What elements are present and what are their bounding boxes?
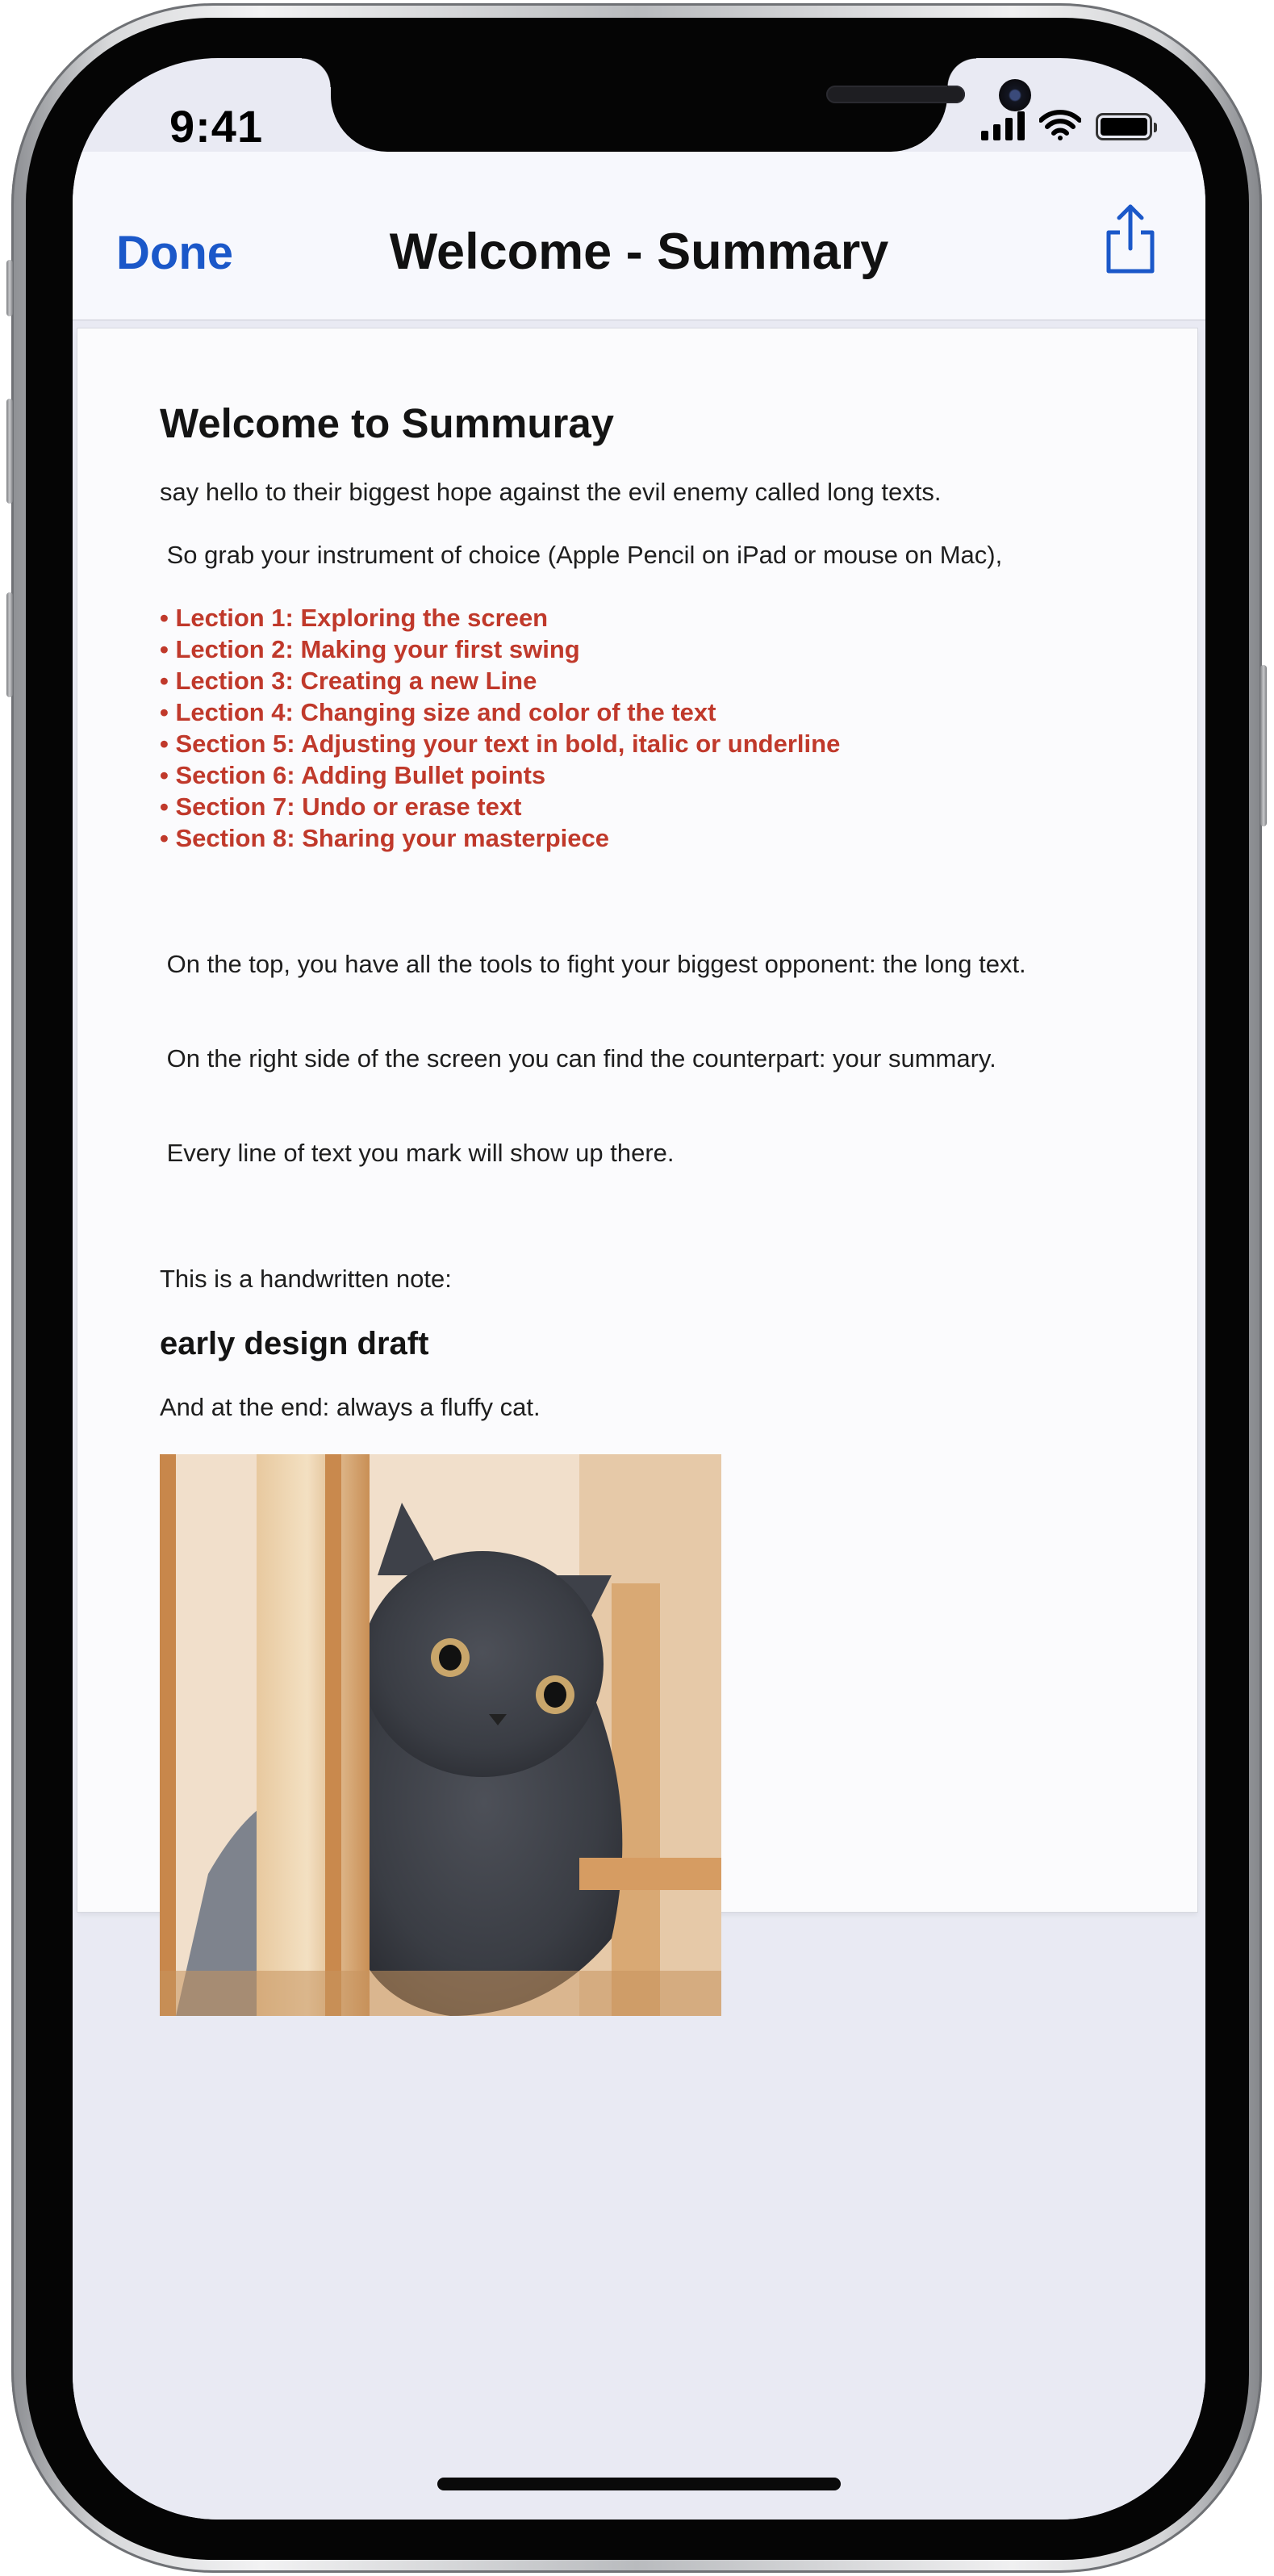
done-button[interactable]: Done (116, 227, 233, 279)
document-subheading: early design draft (160, 1326, 429, 1361)
earpiece-speaker (826, 86, 965, 103)
front-camera (999, 79, 1031, 111)
list-item: • Lection 3: Creating a new Line (160, 667, 537, 695)
phone-screen (73, 58, 1205, 2520)
lesson-list (160, 602, 1152, 854)
handwritten-note-label: This is a handwritten note: (160, 1265, 452, 1293)
battery-icon (1096, 113, 1152, 140)
cellular-signal-icon (981, 111, 1025, 140)
share-icon[interactable] (1101, 202, 1160, 276)
list-item: • Section 6: Adding Bullet points (160, 761, 546, 789)
tools-line-3: Every line of text you mark will show up there. (160, 1139, 675, 1167)
intro-paragraph: say hello to their biggest hope against the evil enemy called long texts. (160, 478, 942, 506)
list-item: • Lection 4: Changing size and color of the text (160, 698, 716, 726)
tools-paragraph (160, 885, 1152, 1232)
volume-down-button (6, 592, 13, 697)
closing-paragraph: And at the end: always a fluffy cat. (160, 1393, 541, 1421)
list-item: • Section 5: Adjusting your text in bold, italic or underline (160, 730, 841, 758)
home-indicator[interactable] (437, 2478, 841, 2490)
cat-photo (160, 1454, 721, 2016)
volume-up-button (6, 399, 13, 504)
power-button (1260, 665, 1267, 826)
list-item: • Section 8: Sharing your masterpiece (160, 824, 609, 852)
page-title: Welcome - Summary (389, 224, 889, 280)
list-item: • Section 7: Undo or erase text (160, 792, 522, 821)
list-item: • Lection 1: Exploring the screen (160, 604, 549, 632)
notch-corner (947, 58, 976, 87)
status-time: 9:41 (169, 101, 264, 152)
notch-corner (302, 58, 331, 87)
document-content (160, 399, 1152, 2016)
tools-line-1: On the top, you have all the tools to fight your biggest opponent: the long text. (160, 950, 1026, 978)
status-icons (981, 110, 1152, 140)
notch (331, 58, 947, 152)
instrument-paragraph: So grab your instrument of choice (Apple Pencil on iPad or mouse on Mac), (160, 541, 1003, 569)
wifi-icon (1039, 110, 1081, 140)
document-page[interactable] (77, 328, 1197, 1912)
document-heading: Welcome to Summuray (160, 400, 615, 446)
document-canvas[interactable] (73, 320, 1205, 2520)
mute-switch (6, 260, 13, 316)
list-item: • Lection 2: Making your first swing (160, 635, 580, 663)
navigation-bar (73, 152, 1205, 320)
tools-line-2: On the right side of the screen you can find the counterpart: your summary. (160, 1044, 996, 1073)
